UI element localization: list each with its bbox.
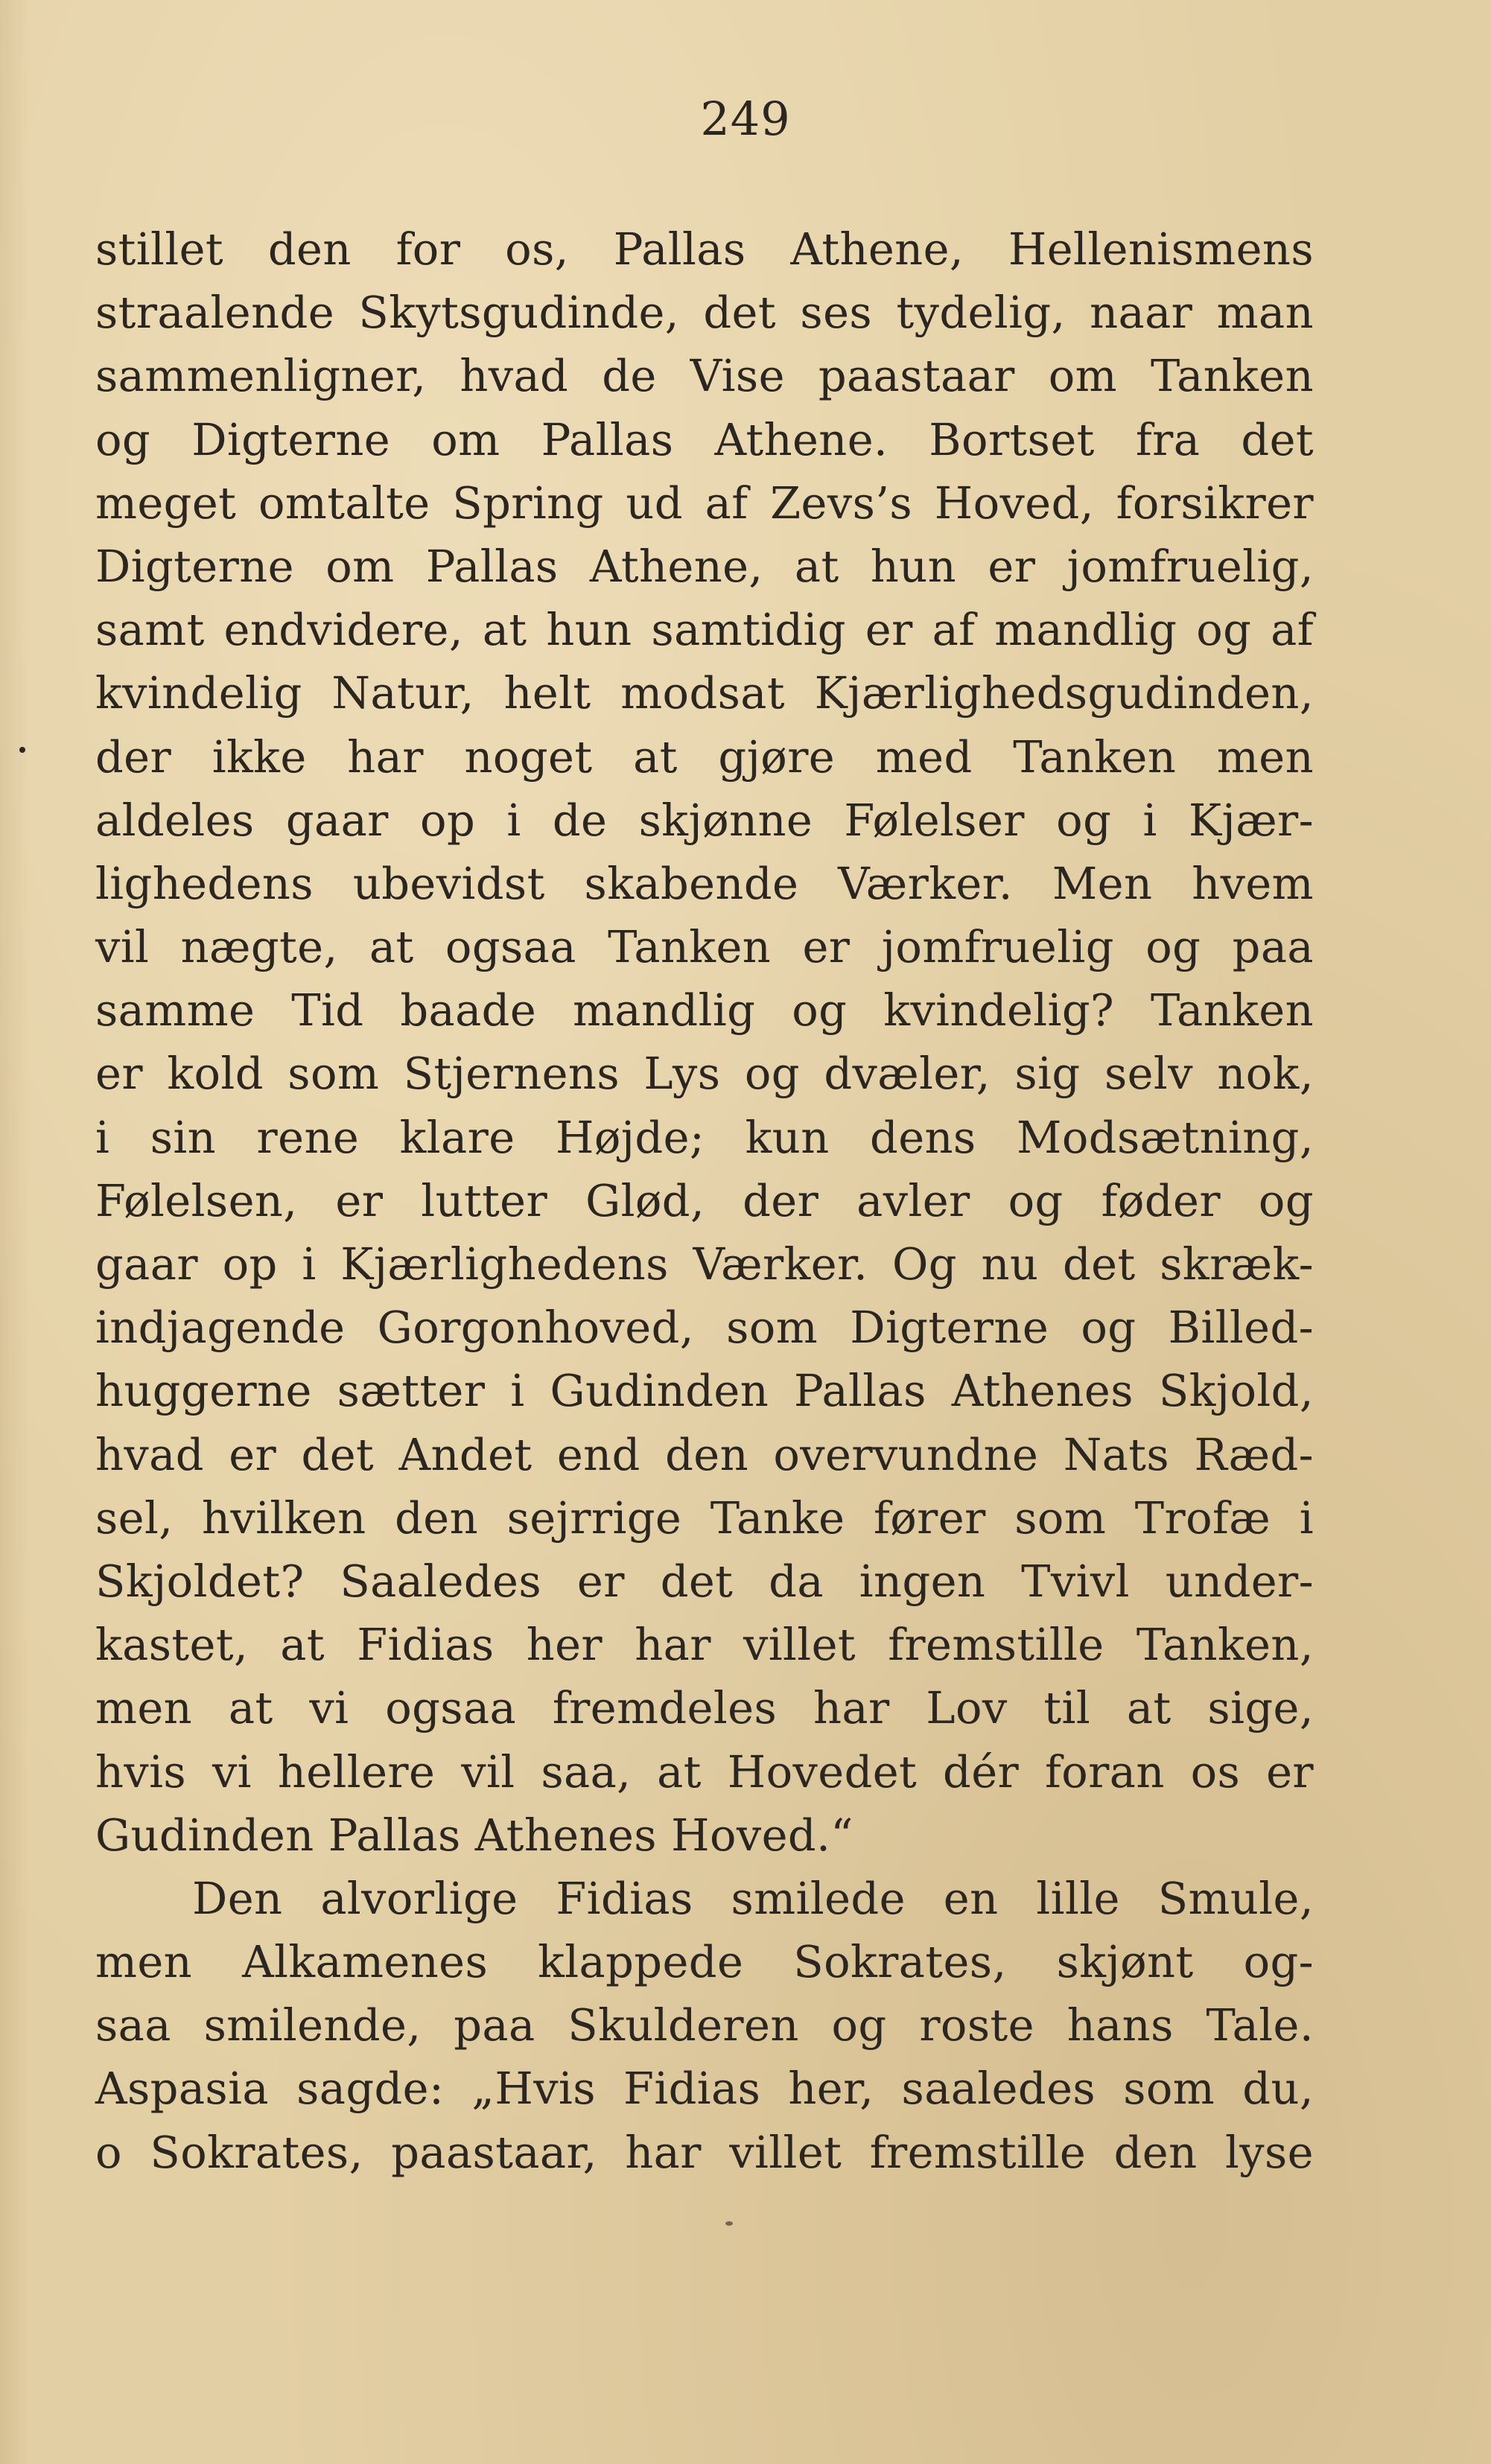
text-line: kvindelig Natur, helt modsat Kjærlighedsgudinden, bbox=[95, 667, 1314, 719]
text-line: Aspasia sagde: „Hvis Fidias her, saaledes som du, bbox=[95, 2063, 1314, 2115]
text-line: sammenligner, hvad de Vise paastaar om Tanken bbox=[95, 350, 1314, 402]
text-line: og Digterne om Pallas Athene. Bortset fra det bbox=[95, 413, 1314, 465]
text-line: saa smilende, paa Skulderen og roste hans Tale. bbox=[95, 1999, 1314, 2051]
body-text bbox=[95, 217, 1314, 2184]
text-line: Digterne om Pallas Athene, at hun er jomfruelig, bbox=[95, 540, 1314, 592]
text-line: men Alkamenes klappede Sokrates, skjønt og- bbox=[95, 1936, 1314, 1988]
ink-speck bbox=[725, 2221, 733, 2226]
text-line: huggerne sætter i Gudinden Pallas Athenes Skjold, bbox=[95, 1365, 1314, 1417]
text-line: sel, hvilken den sejrrige Tanke fører som Trofæ i bbox=[95, 1492, 1314, 1544]
text-line: er kold som Stjernens Lys og dvæler, sig selv nok, bbox=[95, 1048, 1314, 1100]
text-line: samme Tid baade mandlig og kvindelig? Tanken bbox=[95, 984, 1314, 1037]
text-line: kastet, at Fidias her har villet fremstille Tanken, bbox=[95, 1619, 1314, 1671]
text-line: gaar op i Kjærlighedens Værker. Og nu det skræk- bbox=[95, 1238, 1314, 1290]
text-line: samt endvidere, at hun samtidig er af mandlig og af bbox=[95, 604, 1314, 656]
paragraph bbox=[95, 217, 1314, 1867]
text-line: hvis vi hellere vil saa, at Hovedet dér foran os er bbox=[95, 1745, 1314, 1798]
text-line: i sin rene klare Højde; kun dens Modsætning, bbox=[95, 1111, 1314, 1163]
page-number: 249 bbox=[700, 92, 791, 146]
text-line: Skjoldet? Saaledes er det da ingen Tvivl under- bbox=[95, 1555, 1314, 1607]
text-line: Den alvorlige Fidias smilede en lille Smule, bbox=[192, 1872, 1314, 1924]
text-line: men at vi ogsaa fremdeles har Lov til at sige, bbox=[95, 1682, 1314, 1734]
text-line: Følelsen, er lutter Glød, der avler og føder og bbox=[95, 1174, 1314, 1226]
text-line: meget omtalte Spring ud af Zevs’s Hoved, forsikrer bbox=[95, 477, 1314, 529]
text-line: straalende Skytsgudinde, det ses tydelig, naar man bbox=[95, 287, 1314, 339]
text-line: indjagende Gorgonhoved, som Digterne og Billed- bbox=[95, 1302, 1314, 1354]
text-line: stillet den for os, Pallas Athene, Hellenismens bbox=[95, 223, 1314, 275]
text-line: Gudinden Pallas Athenes Hoved.“ bbox=[95, 1809, 853, 1861]
text-line: o Sokrates, paastaar, har villet fremstille den lyse bbox=[95, 2126, 1314, 2178]
text-line: vil nægte, at ogsaa Tanken er jomfruelig og paa bbox=[95, 921, 1314, 973]
text-line: lighedens ubevidst skabende Værker. Men hvem bbox=[95, 857, 1314, 909]
ink-speck bbox=[19, 747, 25, 753]
text-line: aldeles gaar op i de skjønne Følelser og i Kjær- bbox=[95, 794, 1314, 846]
text-line: hvad er det Andet end den overvundne Nats Ræd- bbox=[95, 1428, 1314, 1480]
text-line: der ikke har noget at gjøre med Tanken men bbox=[95, 730, 1314, 783]
paragraph bbox=[95, 1867, 1314, 2184]
